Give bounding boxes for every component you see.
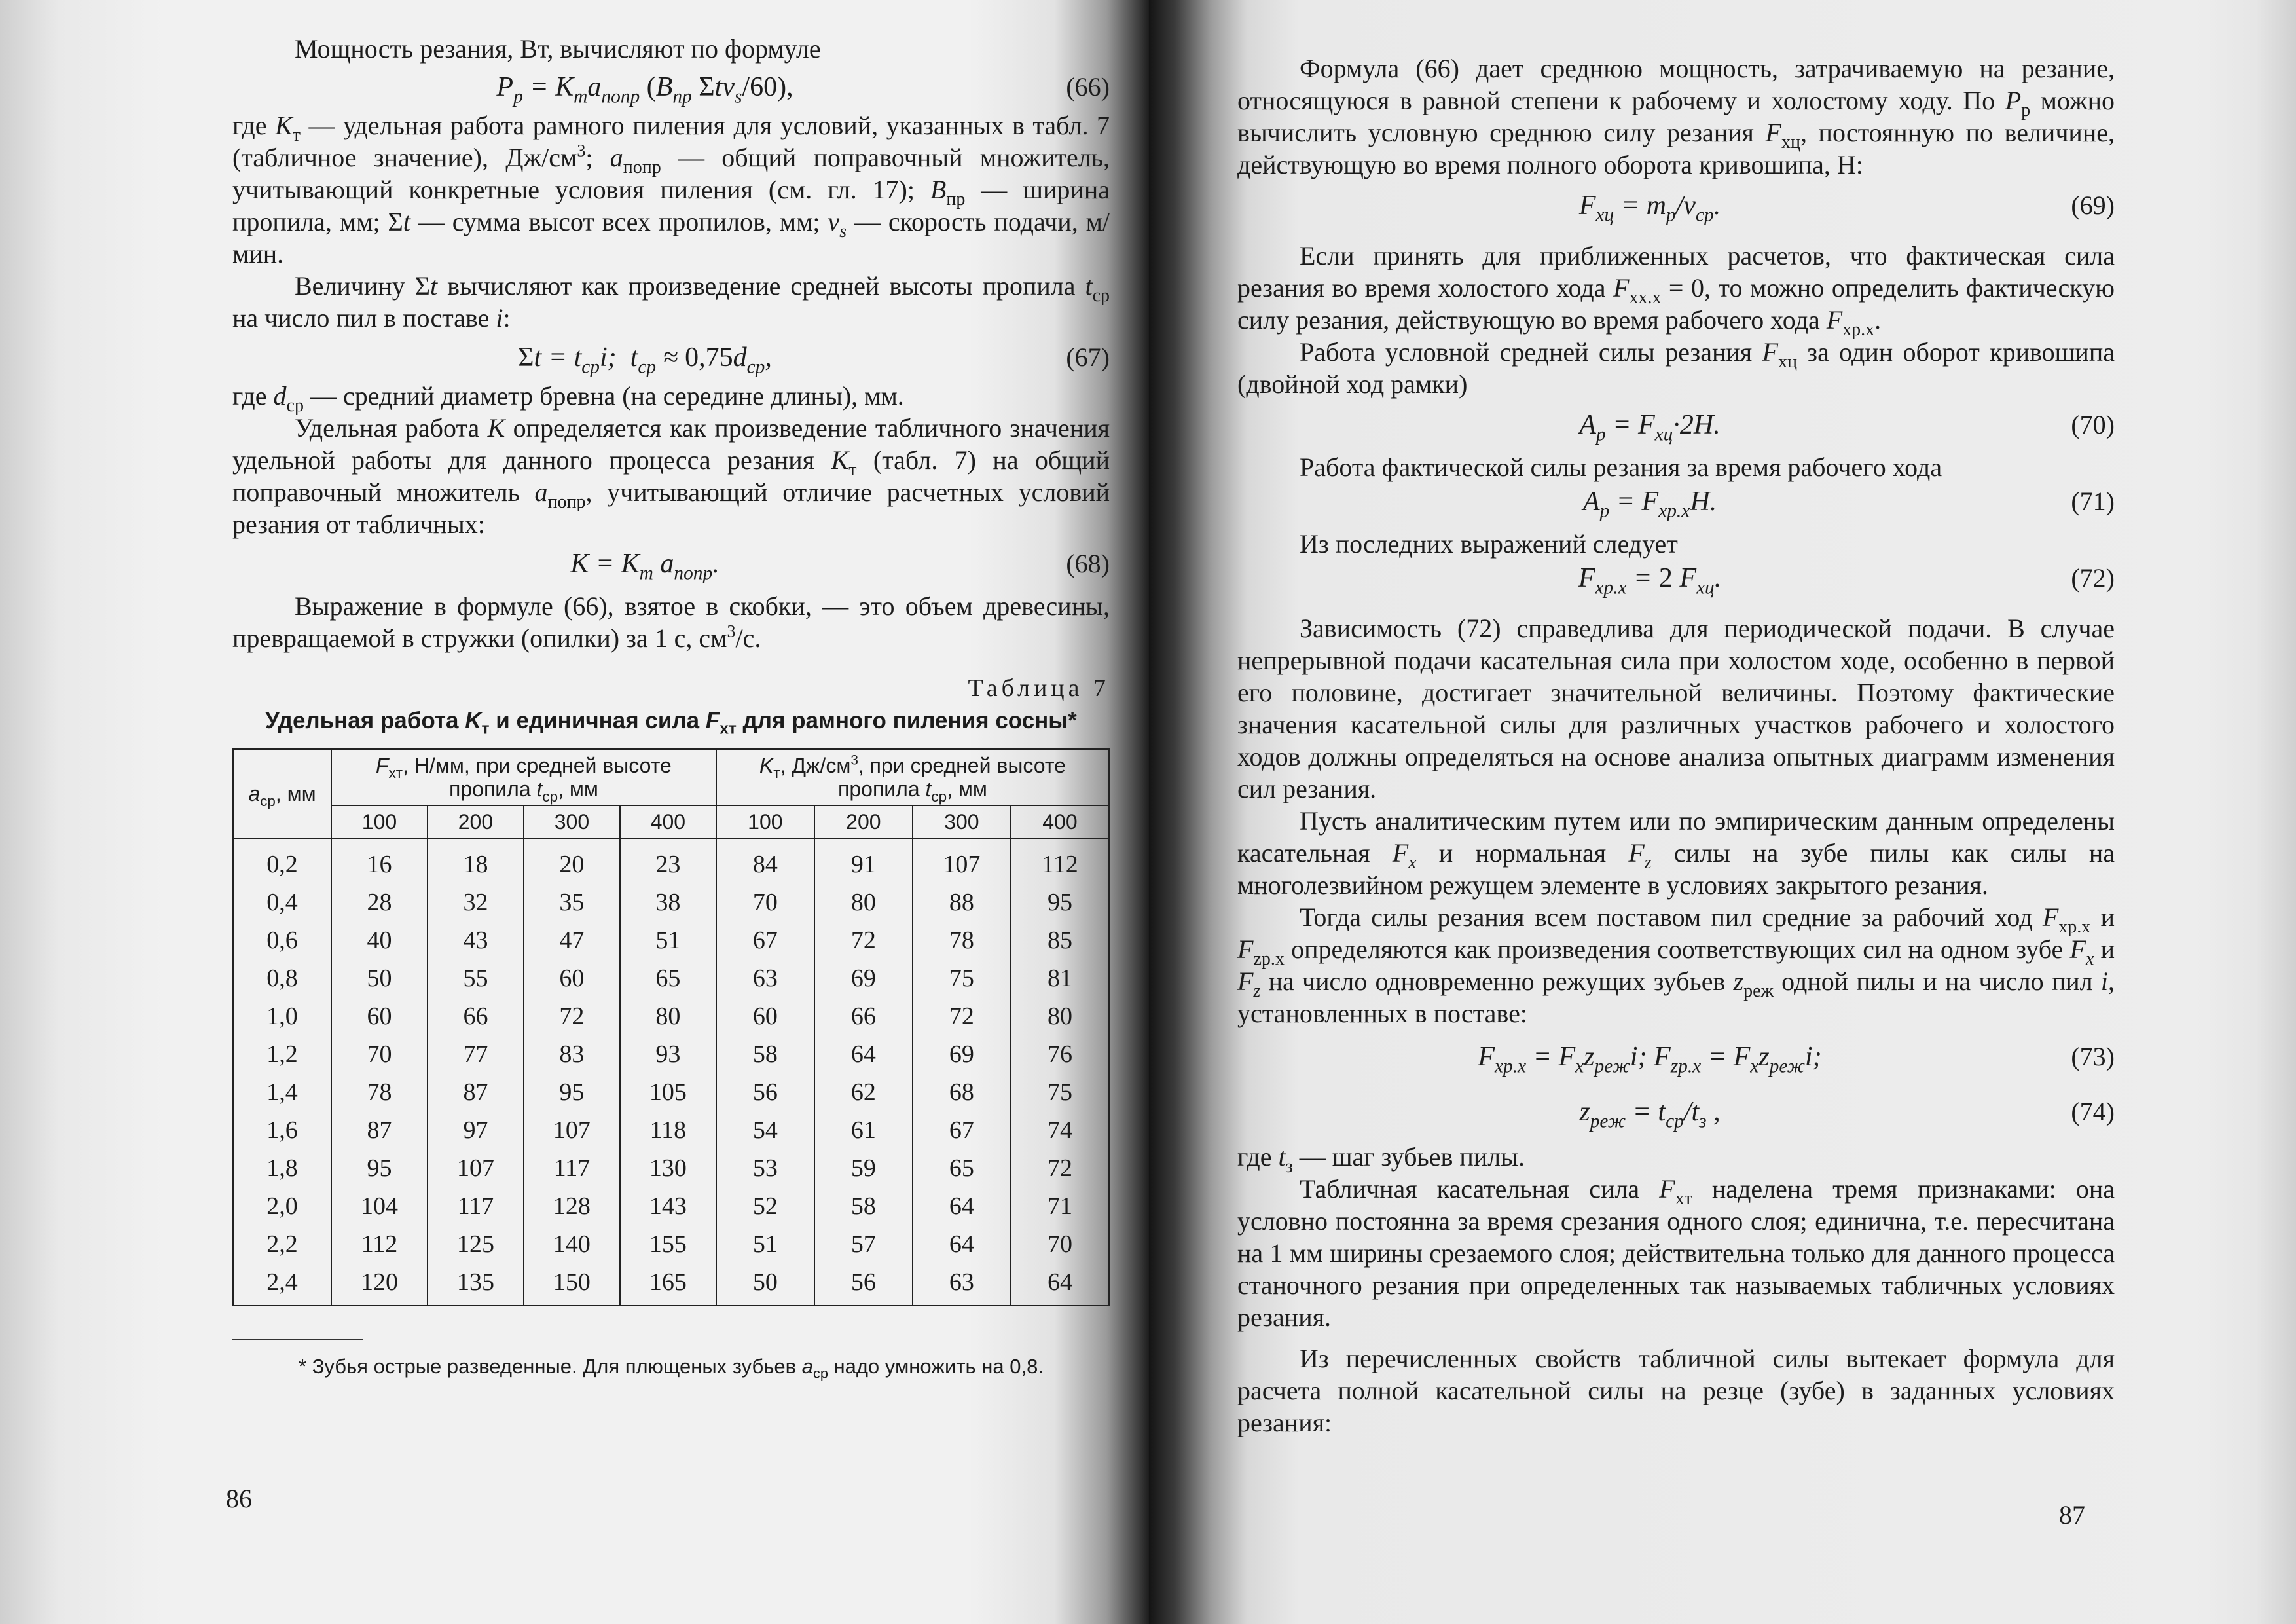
table-cell: 130 (620, 1149, 716, 1187)
formula-72: $F_{xр.х} = 2$ $F_{xц}$. (72) (1237, 560, 2115, 600)
table-cell: 91 (814, 838, 913, 883)
table-cell: 80 (1011, 997, 1109, 1035)
table-cell: 58 (716, 1035, 814, 1073)
table-cell: 57 (814, 1225, 913, 1263)
formula-67: $\Sigma t = t_{ср}i$; $t_{ср} \approx 0,75d_{ср}$, (67) (232, 339, 1110, 380)
table-cell: 107 (913, 838, 1011, 883)
table-cell: 63 (913, 1263, 1011, 1306)
table-cell: 75 (913, 959, 1011, 997)
formula-71: $A_р = F_{xр.х}H$. (71) (1237, 483, 2115, 524)
table-cell: 53 (716, 1149, 814, 1187)
table-cell: 107 (524, 1111, 620, 1149)
formula-74: $z_{реж} = t_{ср}/t_з$ , (74) (1237, 1094, 2115, 1134)
table-cell: 66 (428, 997, 524, 1035)
table-cell: 143 (620, 1187, 716, 1225)
table-cell: 72 (814, 921, 913, 959)
table-cell: 69 (913, 1035, 1011, 1073)
table-cell: 47 (524, 921, 620, 959)
header-group-k: $K_т$, $Дж/см^3$, при средней высоте пропила $t_{ср}$, мм (716, 749, 1109, 805)
table-cell-a: 1,8 (233, 1149, 331, 1187)
table-label: Таблица 7 (968, 674, 1110, 702)
table-cell: 125 (428, 1225, 524, 1263)
table-row (233, 883, 1109, 921)
table-cell: 76 (1011, 1035, 1109, 1073)
table-cell: 56 (716, 1073, 814, 1111)
table-cell: 105 (620, 1073, 716, 1111)
table-cell: 95 (1011, 883, 1109, 921)
page-number-right: 87 (2059, 1500, 2085, 1530)
table-cell: 128 (524, 1187, 620, 1225)
table-row (233, 1035, 1109, 1073)
formula-number: (71) (2071, 487, 2115, 516)
table-cell: 55 (428, 959, 524, 997)
header-a: $a_{ср}$, мм (233, 749, 331, 838)
table-cell: 56 (814, 1263, 913, 1306)
table-cell: 67 (716, 921, 814, 959)
table-cell: 43 (428, 921, 524, 959)
table-cell-a: 0,2 (233, 838, 331, 883)
header-height-f-100: 100 (331, 805, 428, 838)
page-number-left: 86 (226, 1484, 252, 1513)
table-row (233, 1149, 1109, 1187)
table-row (233, 997, 1109, 1035)
table-title: Удельная работа $K_т$ и единичная сила $F_{xт}$ для рамного пиления сосны* (265, 708, 1077, 738)
table-cell: 51 (620, 921, 716, 959)
table-cell: 23 (620, 838, 716, 883)
table-cell: 87 (331, 1111, 428, 1149)
table-row (233, 1111, 1109, 1149)
table-cell: 67 (913, 1111, 1011, 1149)
table-cell: 77 (428, 1035, 524, 1073)
header-height-f-300: 300 (524, 805, 620, 838)
formula-73: $F_{xр.х} = F_xz_{реж}i$; $F_{zр.х} = F_xz_{реж}i$; (73) (1237, 1039, 2115, 1079)
table-cell: 112 (1011, 838, 1109, 883)
formula-number: (68) (1066, 549, 1110, 578)
table-cell: 117 (428, 1187, 524, 1225)
left-paragraph-5: Удельная работа K определяется как произведение табличного значения удельной работы для данного процесса резания $K_т$ (табл. 7) на общий поправочный множитель $a_{попр}$, учитывающий отличие расчетных условий резания от табличных: (232, 413, 1110, 539)
table-cell-a: 1,0 (233, 997, 331, 1035)
table-cell-a: 0,4 (233, 883, 331, 921)
right-page-body (1237, 52, 2115, 1439)
table-cell: 32 (428, 883, 524, 921)
table-header-row (233, 749, 1109, 805)
table-cell: 64 (913, 1187, 1011, 1225)
right-page (1149, 0, 2296, 1624)
table-cell: 78 (913, 921, 1011, 959)
footnote: * Зубья острые разведенные. Для плющеных зубьев $a_{ср}$ надо умножить на 0,8. (299, 1355, 1044, 1382)
table-cell: 81 (1011, 959, 1109, 997)
right-paragraph-3: Работа условной средней силы резания $F_{xц}$ за один оборот кривошипа (двойной ход рамки) (1237, 337, 2115, 399)
table-cell: 135 (428, 1263, 524, 1306)
table-cell-a: 1,2 (233, 1035, 331, 1073)
table-cell: 66 (814, 997, 913, 1035)
table-cell: 80 (814, 883, 913, 921)
table-cell: 72 (1011, 1149, 1109, 1187)
table-cell: 85 (1011, 921, 1109, 959)
table-cell: 140 (524, 1225, 620, 1263)
table-cell: 75 (1011, 1073, 1109, 1111)
table-cell: 63 (716, 959, 814, 997)
table-cell-a: 0,8 (233, 959, 331, 997)
left-paragraph-3: Величину Σt вычисляют как произведение средней высоты пропила $t_{ср}$ на число пил в поставе i: (232, 271, 1110, 333)
table-row (233, 959, 1109, 997)
table-cell: 51 (716, 1225, 814, 1263)
table-cell: 50 (331, 959, 428, 997)
right-paragraph-2: Если принять для приближенных расчетов, что фактическая сила резания во время холостого хода $F_{xх.х} = 0$, то можно определить фактическую силу резания, действующую во время рабочего хода $F_{xр.х}$. (1237, 241, 2115, 340)
right-paragraph-6: Зависимость (72) справедлива для периодической подачи. В случае непрерывной подачи касательная сила при холостом ходе, особенно в первой его половине, достигает значительной величины. Поэтому фактические значения касательной силы для различных участков рабочего и холостого ходов должны определяться на основе анализа опытных диаграмм изменения сил резания. (1237, 614, 2115, 803)
table-cell: 74 (1011, 1111, 1109, 1149)
table-cell: 93 (620, 1035, 716, 1073)
table-cell: 58 (814, 1187, 913, 1225)
table-cell: 50 (716, 1263, 814, 1306)
table-cell: 95 (331, 1149, 428, 1187)
table-cell: 70 (716, 883, 814, 921)
table-row (233, 921, 1109, 959)
table-cell: 95 (524, 1073, 620, 1111)
formula-70: $A_р = F_{xц}\cdot 2H$. (70) (1237, 407, 2115, 447)
table-cell: 40 (331, 921, 428, 959)
table-cell: 28 (331, 883, 428, 921)
header-group-f: $F_{xт}$, Н/мм, при средней высоте пропила $t_{ср}$, мм (331, 749, 716, 805)
table-cell: 83 (524, 1035, 620, 1073)
table-cell: 112 (331, 1225, 428, 1263)
header-height-k-200: 200 (814, 805, 913, 838)
table-cell: 72 (913, 997, 1011, 1035)
table-cell: 118 (620, 1111, 716, 1149)
header-height-f-400: 400 (620, 805, 716, 838)
header-height-k-400: 400 (1011, 805, 1109, 838)
table-cell: 16 (331, 838, 428, 883)
specific-work-table (232, 748, 1110, 1306)
table-cell: 62 (814, 1073, 913, 1111)
table-cell: 68 (913, 1073, 1011, 1111)
table-cell: 150 (524, 1263, 620, 1306)
table-cell: 61 (814, 1111, 913, 1149)
table-cell: 155 (620, 1225, 716, 1263)
table-cell: 65 (620, 959, 716, 997)
right-paragraph-4: Работа фактической силы резания за время рабочего хода (1300, 452, 1942, 482)
table-cell: 70 (1011, 1225, 1109, 1263)
table-row (233, 1263, 1109, 1306)
table-cell: 64 (1011, 1263, 1109, 1306)
right-paragraph-10: Табличная касательная сила $F_{xт}$ наделена тремя признаками: она условно постоянна за время срезания одного слоя; единична, т.е. пересчитана на 1 мм ширины срезаемого слоя; действительна только для данного процесса станочного резания при определенных так называемых табличных условиях резания. (1237, 1174, 2115, 1332)
table-cell: 60 (331, 997, 428, 1035)
table-row (233, 838, 1109, 883)
table-cell: 60 (716, 997, 814, 1035)
table-cell: 64 (913, 1225, 1011, 1263)
table-cell-a: 2,0 (233, 1187, 331, 1225)
header-height-k-300: 300 (913, 805, 1011, 838)
table-cell-a: 1,6 (233, 1111, 331, 1149)
formula-number: (73) (2071, 1042, 2115, 1071)
table-cell: 60 (524, 959, 620, 997)
table-cell: 84 (716, 838, 814, 883)
table-cell: 20 (524, 838, 620, 883)
header-height-k-100: 100 (716, 805, 814, 838)
table-subheader-row (233, 805, 1109, 838)
left-paragraph-2: где $K_т$ — удельная работа рамного пиления для условий, указанных в табл. 7 (табличное значение), $Дж/см^3$; $a_{попр}$ — общий поправочный множитель, учитывающий конкретные условия пиления (см. гл. 17); $B_{пр}$ — ширина пропила, мм; Σt — сумма высот всех пропилов, мм; $v_s$ — скорость подачи, м/мин. (232, 111, 1110, 268)
footnote-separator (232, 1339, 363, 1340)
table-cell: 87 (428, 1073, 524, 1111)
table-cell: 35 (524, 883, 620, 921)
table-cell: 117 (524, 1149, 620, 1187)
table-cell-a: 1,4 (233, 1073, 331, 1111)
table-cell-a: 2,4 (233, 1263, 331, 1306)
table-cell: 97 (428, 1111, 524, 1149)
formula-number: (72) (2071, 563, 2115, 593)
table-cell: 107 (428, 1149, 524, 1187)
table-cell: 165 (620, 1263, 716, 1306)
table-cell: 88 (913, 883, 1011, 921)
left-paragraph-6: Выражение в формуле (66), взятое в скобки, — это объем древесины, превращаемой в стружки (опилки) за 1 с, $см^3/с$. (232, 591, 1110, 653)
formula-number: (74) (2071, 1097, 2115, 1126)
left-paragraph-1: Мощность резания, Вт, вычисляют по формуле (295, 34, 821, 64)
table-cell: 52 (716, 1187, 814, 1225)
table-cell: 54 (716, 1111, 814, 1149)
table-cell: 64 (814, 1035, 913, 1073)
table-row (233, 1187, 1109, 1225)
table-cell-a: 0,6 (233, 921, 331, 959)
right-paragraph-11: Из перечисленных свойств табличной силы вытекает формула для расчета полной касательной силы на резце (зубе) в заданных условиях резания: (1237, 1344, 2115, 1437)
table-cell: 38 (620, 883, 716, 921)
table-cell: 70 (331, 1035, 428, 1073)
right-paragraph-8: Тогда силы резания всем поставом пил средние за рабочий ход $F_{xр.х}$ и $F_{zр.х}$ определяются как произведения соответствующих сил на одном зубе $F_x$ и $F_z$ на число одновременно режущих зубьев $z_{реж}$ одной пилы и на число пил i, установленных в поставе: (1237, 902, 2115, 1028)
table-row (233, 1225, 1109, 1263)
table-cell: 78 (331, 1073, 428, 1111)
formula-number: (69) (2071, 191, 2115, 220)
right-paragraph-9: где $t_з$ — шаг зубьев пилы. (1237, 1142, 1525, 1177)
table-cell: 120 (331, 1263, 428, 1306)
table-cell: 71 (1011, 1187, 1109, 1225)
right-paragraph-5: Из последних выражений следует (1300, 529, 1678, 559)
formula-69: $F_{xц} = m_р/v_{ср}$. (69) (1237, 187, 2115, 228)
formula-number: (66) (1066, 72, 1110, 101)
table-cell: 69 (814, 959, 913, 997)
table-cell: 80 (620, 997, 716, 1035)
right-paragraph-1: Формула (66) дает среднюю мощность, затрачиваемую на резание, относящуюся в равной степени к рабочему и холостому ходу. По $P_р$ можно вычислить условную среднюю силу резания $F_{xц}$, постоянную по величине, действующую во время полного оборота кривошипа, Н: (1237, 54, 2115, 179)
table-cell: 104 (331, 1187, 428, 1225)
table-cell: 59 (814, 1149, 913, 1187)
header-height-f-200: 200 (428, 805, 524, 838)
table-cell: 65 (913, 1149, 1011, 1187)
formula-66: $P_р = K_тa_{попр}$ ($B_{пр}$ Σtv$_s$/60), (66) (232, 69, 1110, 109)
table-body (233, 838, 1109, 1306)
left-paragraph-4: где $d_{ср}$ — средний диаметр бревна (на середине длины), мм. (232, 381, 904, 416)
table-cell: 18 (428, 838, 524, 883)
formula-number: (67) (1066, 342, 1110, 372)
formula-number: (70) (2071, 410, 2115, 439)
table-row (233, 1073, 1109, 1111)
right-paragraph-7: Пусть аналитическим путем или по эмпирическим данным определены касательная $F_x$ и нормальная $F_z$ силы на зубе пилы как силы на многолезвийном режущем элементе в условиях закрытого резания. (1237, 806, 2115, 900)
table-cell: 72 (524, 997, 620, 1035)
left-page-body (232, 33, 1110, 1382)
formula-68: $K = K_т$ $a_{попр}$. (68) (232, 545, 1110, 586)
table-cell-a: 2,2 (233, 1225, 331, 1263)
